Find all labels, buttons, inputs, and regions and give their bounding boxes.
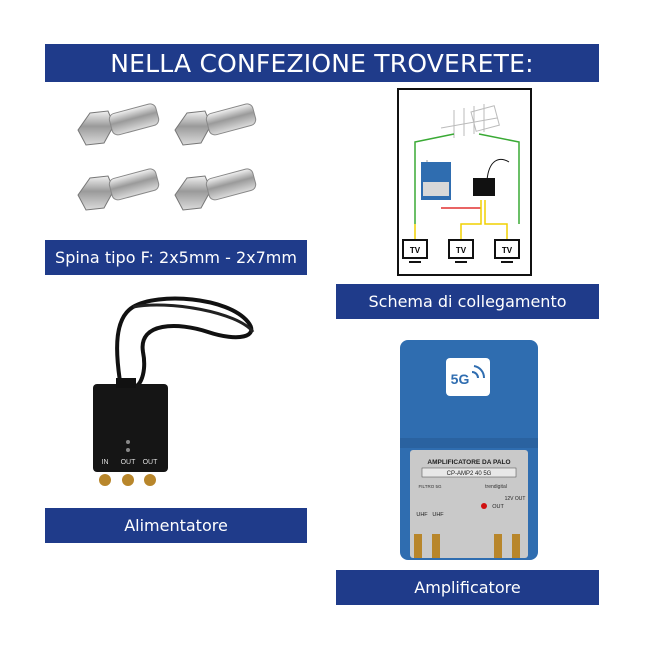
amp-model: CP-AMP2 40 5G (446, 471, 492, 477)
connector-icon (414, 534, 422, 558)
tv-label: TV (501, 246, 513, 255)
amp-header: AMPLIFICATORE DA PALO (427, 459, 511, 466)
5g-badge-icon (446, 358, 490, 396)
led-icon (481, 503, 487, 509)
amp-port-label: OUT (492, 504, 504, 510)
power-supply-icon (93, 378, 168, 486)
power-supply-icon (473, 159, 509, 196)
f-connector-icon (175, 168, 257, 210)
amplifier-caption: Amplificatore (336, 570, 599, 605)
amplifier-icon (421, 162, 451, 200)
f-connector-icon (78, 103, 160, 145)
amp-port-label: UHF (416, 512, 428, 518)
power-supply-caption: Alimentatore (45, 508, 307, 543)
tv-icon (449, 240, 473, 262)
tv-label: TV (409, 246, 421, 255)
amp-port-label: UHF (432, 512, 444, 518)
power-supply-image (88, 292, 268, 492)
connectors-caption: Spina tipo F: 2x5mm - 2x7mm (45, 240, 307, 275)
port-label-out: OUT (142, 459, 158, 466)
connector-icon (494, 534, 502, 558)
f-connector-icon (175, 103, 257, 145)
connection-diagram (397, 88, 532, 276)
amplifier-image (398, 338, 540, 564)
schema-caption: Schema di collegamento (336, 284, 599, 319)
connector-icon (512, 534, 520, 558)
connector-icon (432, 534, 440, 558)
antenna-icon (441, 104, 499, 138)
f-connector-icon (78, 168, 160, 210)
f-connectors-image (70, 95, 260, 230)
port-label-in: IN (101, 459, 109, 466)
page-title: NELLA CONFEZIONE TROVERETE: (45, 44, 599, 82)
tv-label: TV (455, 246, 467, 255)
tv-icon (495, 240, 519, 262)
amp-port-label: 12V OUT (504, 496, 526, 502)
diagram-drawing (399, 90, 530, 274)
badge-text: 5G (450, 371, 470, 387)
tv-icon (403, 240, 427, 262)
amp-filter: FILTRO 5G (418, 484, 442, 489)
amp-brand: trendigital (485, 484, 507, 490)
port-label-out: OUT (120, 459, 136, 466)
